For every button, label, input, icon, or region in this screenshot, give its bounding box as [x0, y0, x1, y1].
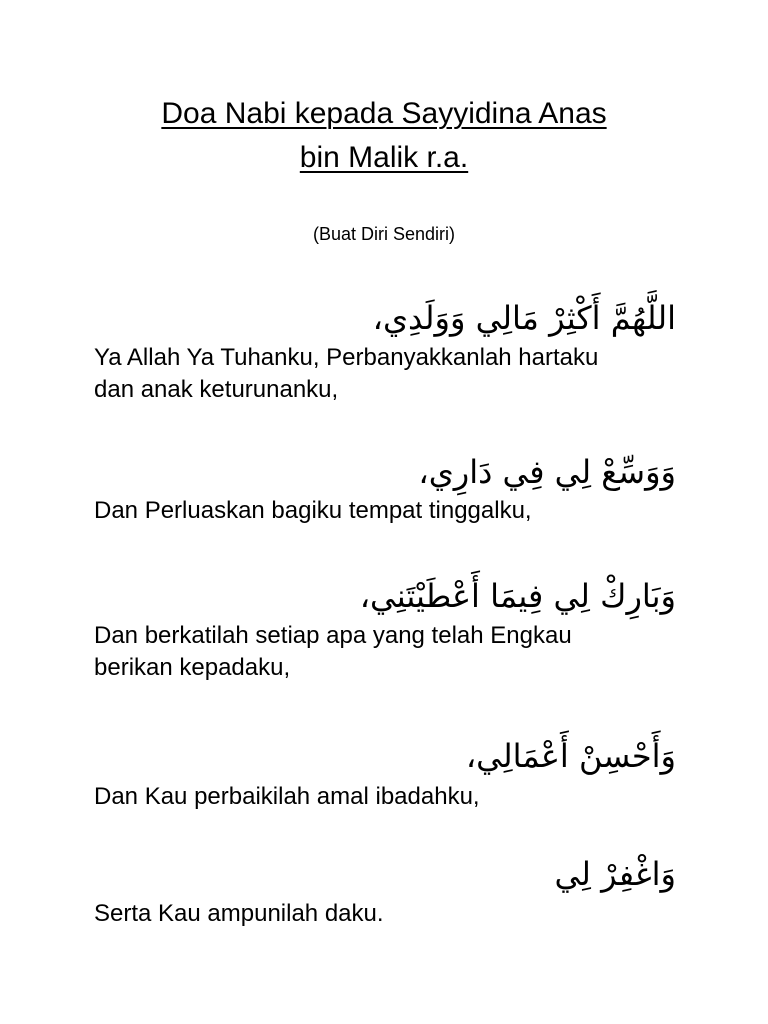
- translation-line: Dan Kau perbaikilah amal ibadahku,: [94, 783, 480, 810]
- translation-verse-3: [94, 620, 694, 684]
- translation-line: berikan kepadaku,: [94, 654, 291, 681]
- title-line-1: Doa Nabi kepada Sayyidina Anas: [161, 97, 607, 130]
- arabic-verse-4: وَأَحْسِنْ أَعْمَالِي،: [465, 737, 676, 775]
- arabic-verse-3: وَبَارِكْ لِي فِيمَا أَعْطَيْتَنِي،: [359, 577, 676, 615]
- arabic-verse-2: وَوَسِّعْ لِي فِي دَارِي،: [418, 453, 676, 491]
- translation-verse-4: [94, 781, 694, 813]
- translation-line: Ya Allah Ya Tuhanku, Perbanyakkanlah hartaku: [94, 344, 599, 371]
- document-title: [60, 92, 708, 180]
- translation-verse-2: [94, 495, 694, 527]
- translation-line: Serta Kau ampunilah daku.: [94, 900, 384, 927]
- arabic-verse-1: اللَّهُمَّ أَكْثِرْ مَالِي وَوَلَدِي،: [372, 299, 676, 337]
- translation-line: Dan berkatilah setiap apa yang telah Engkau: [94, 622, 572, 649]
- translation-verse-1: [94, 342, 694, 406]
- translation-verse-5: [94, 898, 694, 930]
- subtitle: (Buat Diri Sendiri): [312, 224, 456, 244]
- translation-line: Dan Perluaskan bagiku tempat tinggalku,: [94, 497, 532, 524]
- arabic-verse-5: وَاغْفِرْ لِي: [554, 855, 676, 893]
- title-line-2: bin Malik r.a.: [299, 141, 469, 174]
- translation-line: dan anak keturunanku,: [94, 376, 339, 403]
